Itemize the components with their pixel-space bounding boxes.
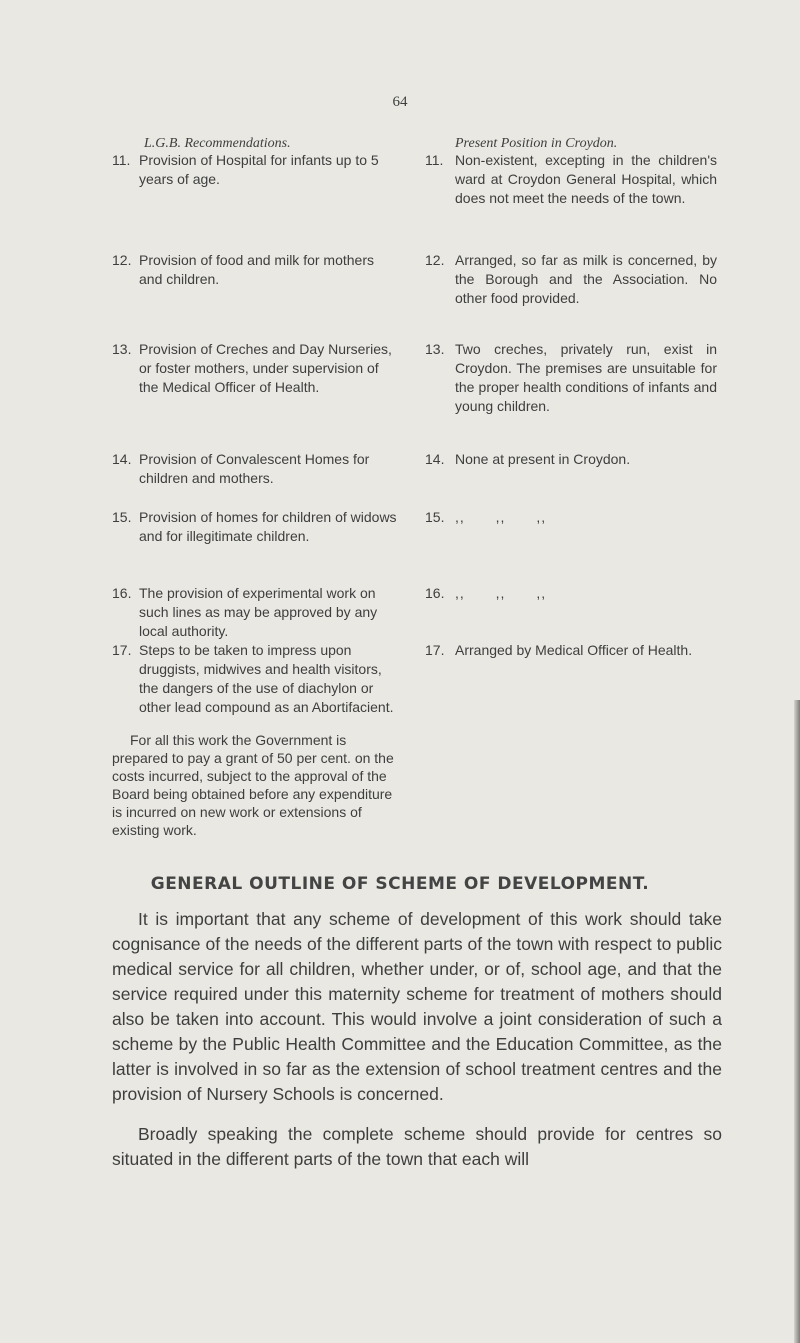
recommendation-text: Provision of Convalescent Homes for children and mothers. [139, 451, 370, 486]
position-number: 14. [425, 451, 445, 467]
column-heading-recommendations: L.G.B. Recommendations. [144, 136, 291, 151]
position-text: Non-existent, excepting in the children's ward at Croydon General Hospital, which does not meet the needs of the town. [455, 152, 717, 206]
recommendation-text: Provision of homes for children of widows and for illegitimate children. [139, 509, 397, 544]
page-number: 64 [392, 94, 408, 110]
item-number: 12. [112, 252, 132, 268]
recommendation-text: Provision of Hospital for infants up to 5 years of age. [139, 152, 379, 187]
recommendation-text: The provision of experimental work on such lines as may be approved by any local authority. [139, 585, 378, 639]
item-number: 17. [112, 642, 132, 658]
position-text: Arranged by Medical Officer of Health. [455, 642, 693, 658]
recommendation-text: Provision of food and milk for mothers and children. [139, 252, 374, 287]
body-paragraph: Broadly speaking the complete scheme should provide for centres so situated in the different parts of the town that each will [112, 1124, 722, 1169]
position-number: 17. [425, 642, 445, 658]
column-heading-present-position: Present Position in Croydon. [455, 136, 618, 151]
position-number: 15. [425, 509, 445, 525]
item-number: 16. [112, 585, 132, 601]
position-text: Arranged, so far as milk is concerned, by the Borough and the Association. No other food provided. [455, 252, 717, 306]
position-text: None at present in Croydon. [455, 451, 631, 467]
ditto-marks: ,, ,, ,, [455, 585, 547, 601]
item-number: 13. [112, 341, 132, 357]
grant-note: For all this work the Government is prepared to pay a grant of 50 per cent. on the costs incurred, subject to the approval of the Board being obtained before any expenditure is incurred on new work or extensions of existing work. [112, 732, 394, 838]
section-heading: GENERAL OUTLINE OF SCHEME OF DEVELOPMENT. [150, 874, 650, 894]
position-number: 13. [425, 341, 445, 357]
item-number: 14. [112, 451, 132, 467]
position-number: 16. [425, 585, 445, 601]
position-text: Two creches, privately run, exist in Croydon. The premises are unsuitable for the proper health conditions of infants and young children. [455, 341, 717, 414]
recommendation-text: Steps to be taken to impress upon druggists, midwives and health visitors, the dangers of the use of diachylon or other lead compound as an Abortifacient. [139, 642, 394, 715]
position-number: 12. [425, 252, 445, 268]
position-number: 11. [425, 152, 444, 168]
ditto-marks: ,, ,, ,, [455, 509, 547, 525]
item-number: 11. [112, 152, 131, 168]
body-paragraph: It is important that any scheme of development of this work should take cognisance of the needs of the different parts of the town with respect to public medical service for all children, whether under, or of, school age, and that the service required under this maternity scheme for treatment of mothers should also be taken into account. This would involve a joint consideration of such a scheme by the Public Health Committee and the Education Committee, as the latter is involved in so far as the extension of school treatment centres and the provision of Nursery Schools is concerned. [112, 909, 722, 1104]
page-edge-shadow [794, 700, 800, 1343]
item-number: 15. [112, 509, 132, 525]
recommendation-text: Provision of Creches and Day Nurseries, or foster mothers, under supervision of the Medical Officer of Health. [139, 341, 392, 395]
